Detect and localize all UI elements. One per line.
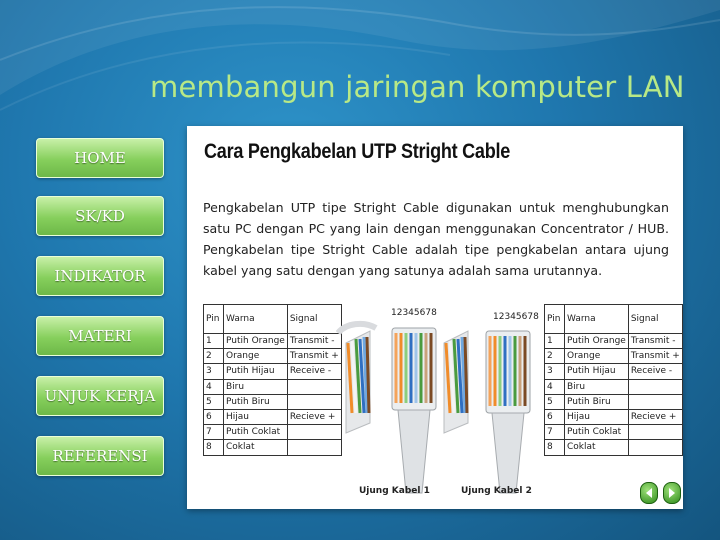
table-cell: Orange bbox=[565, 349, 629, 364]
table-cell bbox=[628, 394, 682, 409]
table-header: Pin bbox=[204, 305, 224, 334]
pin-table-right bbox=[544, 304, 683, 456]
table-cell: Transmit + bbox=[287, 349, 341, 364]
table-row bbox=[204, 364, 342, 379]
table-cell bbox=[287, 425, 341, 440]
table-row bbox=[204, 379, 342, 394]
table-cell: 3 bbox=[545, 364, 565, 379]
next-slide-button[interactable] bbox=[663, 482, 681, 504]
table-cell: 7 bbox=[204, 425, 224, 440]
table-cell: 5 bbox=[204, 394, 224, 409]
table-row bbox=[545, 349, 683, 364]
table-cell: Transmit - bbox=[287, 334, 341, 349]
table-cell bbox=[287, 440, 341, 455]
pin-numbers-left: 12345678 bbox=[391, 308, 437, 318]
arrow-left-icon bbox=[644, 487, 654, 499]
table-cell: 4 bbox=[545, 379, 565, 394]
table-header-row bbox=[545, 305, 683, 334]
table-cell: Coklat bbox=[565, 440, 629, 455]
content-heading: Cara Pengkabelan UTP Stright Cable bbox=[204, 140, 511, 163]
table-row bbox=[545, 440, 683, 455]
table-header: Warna bbox=[224, 305, 288, 334]
table-cell: Transmit - bbox=[628, 334, 682, 349]
table-cell: Orange bbox=[224, 349, 288, 364]
cable-label-2: Ujung Kabel 2 bbox=[461, 486, 532, 496]
table-cell: 6 bbox=[545, 409, 565, 424]
table-cell: Putih Coklat bbox=[565, 425, 629, 440]
table-row bbox=[545, 409, 683, 424]
table-cell: Hijau bbox=[565, 409, 629, 424]
table-cell: 1 bbox=[545, 334, 565, 349]
table-row bbox=[545, 334, 683, 349]
cable-label-1: Ujung Kabel 1 bbox=[359, 486, 430, 496]
arrow-right-icon bbox=[667, 487, 677, 499]
utp-cable-illustration bbox=[336, 303, 542, 503]
page-title: membangun jaringan komputer LAN bbox=[150, 70, 685, 104]
table-cell: 2 bbox=[204, 349, 224, 364]
content-panel bbox=[187, 126, 683, 509]
table-row bbox=[204, 394, 342, 409]
table-cell: Putih Coklat bbox=[224, 425, 288, 440]
nav-home-button[interactable]: HOME bbox=[36, 138, 164, 178]
table-row bbox=[204, 409, 342, 424]
cable-end-1 bbox=[338, 324, 436, 493]
table-cell: Putih Orange bbox=[224, 334, 288, 349]
table-cell: 1 bbox=[204, 334, 224, 349]
table-cell: Putih Biru bbox=[565, 394, 629, 409]
table-cell: Transmit + bbox=[628, 349, 682, 364]
table-cell: 6 bbox=[204, 409, 224, 424]
table-row bbox=[204, 334, 342, 349]
content-paragraph: Pengkabelan UTP tipe Stright Cable digunakan untuk menghubungkan satu PC dengan PC yang lain dengan menggunakan Concentrator / HUB. Pengkabelan tipe Stright Cable adalah tipe pengkabelan antara ujung kabel yang satu dengan yang satunya adalah sama urutannya. bbox=[203, 200, 669, 278]
nav-unjuk-kerja-button[interactable]: UNJUK KERJA bbox=[36, 376, 164, 416]
pin-numbers-right: 12345678 bbox=[493, 312, 539, 322]
table-cell: 7 bbox=[545, 425, 565, 440]
table-cell: Recieve + bbox=[287, 409, 341, 424]
table-cell: Coklat bbox=[224, 440, 288, 455]
table-header: Warna bbox=[565, 305, 629, 334]
table-cell: 3 bbox=[204, 364, 224, 379]
table-cell: Putih Orange bbox=[565, 334, 629, 349]
table-cell bbox=[287, 379, 341, 394]
table-row bbox=[545, 364, 683, 379]
table-row bbox=[545, 425, 683, 440]
table-header-row bbox=[204, 305, 342, 334]
table-cell bbox=[628, 379, 682, 394]
pin-table-left bbox=[203, 304, 342, 456]
table-cell: Recieve + bbox=[628, 409, 682, 424]
table-cell bbox=[628, 425, 682, 440]
table-row bbox=[204, 440, 342, 455]
table-cell: Receive - bbox=[628, 364, 682, 379]
cable-end-2 bbox=[444, 331, 530, 493]
table-cell: Putih Biru bbox=[224, 394, 288, 409]
table-cell: 8 bbox=[545, 440, 565, 455]
prev-slide-button[interactable] bbox=[640, 482, 658, 504]
table-cell: Putih Hijau bbox=[224, 364, 288, 379]
table-row bbox=[545, 379, 683, 394]
table-header: Signal bbox=[628, 305, 682, 334]
nav-indikator-button[interactable]: INDIKATOR bbox=[36, 256, 164, 296]
table-cell: Putih Hijau bbox=[565, 364, 629, 379]
nav-materi-button[interactable]: MATERI bbox=[36, 316, 164, 356]
table-row bbox=[204, 425, 342, 440]
table-cell bbox=[628, 440, 682, 455]
table-header: Signal bbox=[287, 305, 341, 334]
table-cell: Hijau bbox=[224, 409, 288, 424]
nav-referensi-button[interactable]: REFERENSI bbox=[36, 436, 164, 476]
table-cell: Biru bbox=[224, 379, 288, 394]
table-row bbox=[545, 394, 683, 409]
table-cell bbox=[287, 394, 341, 409]
table-cell: Receive - bbox=[287, 364, 341, 379]
table-cell: Biru bbox=[565, 379, 629, 394]
table-cell: 5 bbox=[545, 394, 565, 409]
nav-skkd-button[interactable]: SK/KD bbox=[36, 196, 164, 236]
table-row bbox=[204, 349, 342, 364]
table-cell: 4 bbox=[204, 379, 224, 394]
table-header: Pin bbox=[545, 305, 565, 334]
table-cell: 2 bbox=[545, 349, 565, 364]
table-cell: 8 bbox=[204, 440, 224, 455]
